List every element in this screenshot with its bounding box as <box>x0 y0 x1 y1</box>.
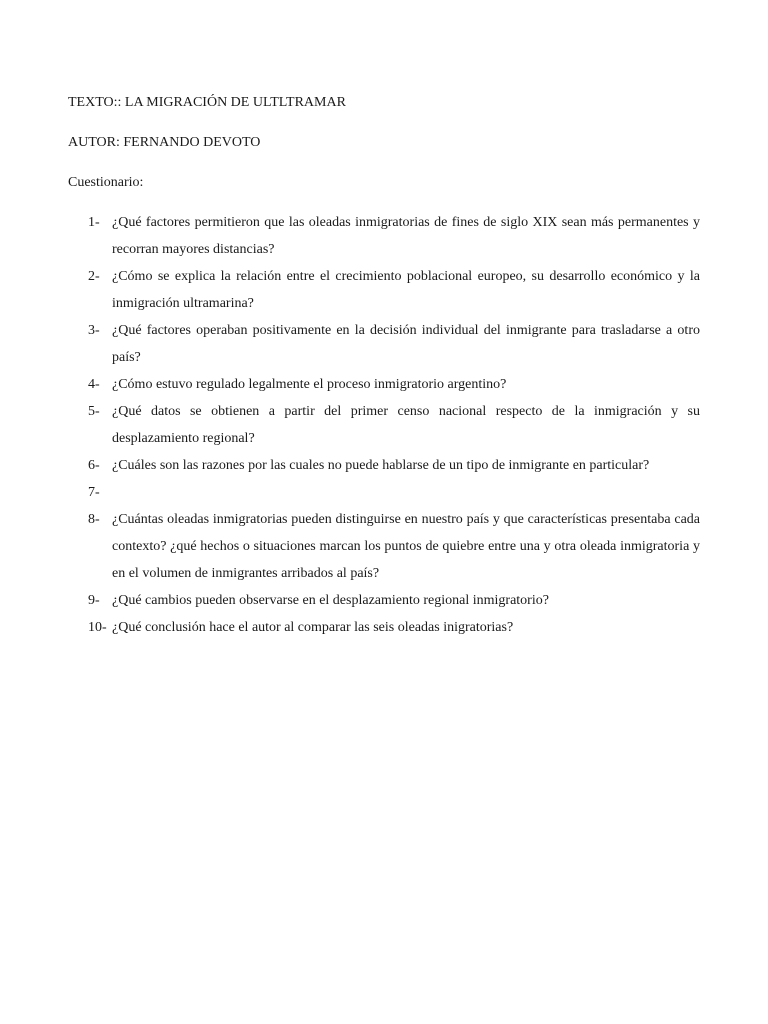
question-item <box>68 263 700 317</box>
question-item <box>68 587 700 614</box>
question-text: ¿Cómo se explica la relación entre el crecimiento poblacional europeo, su desarrollo económico y la inmigración ultramarina? <box>112 269 700 311</box>
question-number: 2- <box>88 269 100 284</box>
question-text: ¿Qué factores permitieron que las oleadas inmigratorias de fines de siglo XIX sean más permanentes y recorran mayores distancias? <box>112 215 700 257</box>
question-text <box>112 479 700 506</box>
question-number: 9- <box>88 593 100 608</box>
question-item <box>68 317 700 371</box>
question-number: 7- <box>88 485 100 500</box>
question-number: 3- <box>88 323 100 338</box>
question-item <box>68 209 700 263</box>
question-number: 10- <box>88 620 107 635</box>
question-text: ¿Qué factores operaban positivamente en la decisión individual del inmigrante para trasladarse a otro país? <box>112 323 700 365</box>
question-item <box>68 506 700 587</box>
question-text: ¿Qué datos se obtienen a partir del primer censo nacional respecto de la inmigración y su desplazamiento regional? <box>112 404 700 446</box>
question-list <box>68 209 700 641</box>
document-title: TEXTO:: LA MIGRACIÓN DE ULTLTRAMAR <box>68 95 346 110</box>
question-item <box>68 452 700 479</box>
question-text: ¿Cuáles son las razones por las cuales no puede hablarse de un tipo de inmigrante en particular? <box>112 458 650 473</box>
question-item <box>68 398 700 452</box>
question-text: ¿Cómo estuvo regulado legalmente el proceso inmigratorio argentino? <box>112 377 507 392</box>
question-item <box>68 479 700 506</box>
question-number: 8- <box>88 512 100 527</box>
question-text: ¿Qué cambios pueden observarse en el desplazamiento regional inmigratorio? <box>112 593 549 608</box>
question-text: ¿Qué conclusión hace el autor al comparar las seis oleadas inigratorias? <box>112 620 514 635</box>
question-number: 4- <box>88 377 100 392</box>
section-label: Cuestionario: <box>68 175 144 190</box>
question-number: 5- <box>88 404 100 419</box>
document-author: AUTOR: FERNANDO DEVOTO <box>68 135 261 150</box>
question-number: 1- <box>88 215 100 230</box>
question-text: ¿Cuántas oleadas inmigratorias pueden distinguirse en nuestro país y que características presentaba cada contexto? ¿qué hechos o situaciones marcan los puntos de quiebre entre una y otra oleada inmigratoria y en el volumen de inmigrantes arribados al país? <box>112 512 700 581</box>
question-item <box>68 614 700 641</box>
question-item <box>68 371 700 398</box>
question-number: 6- <box>88 458 100 473</box>
